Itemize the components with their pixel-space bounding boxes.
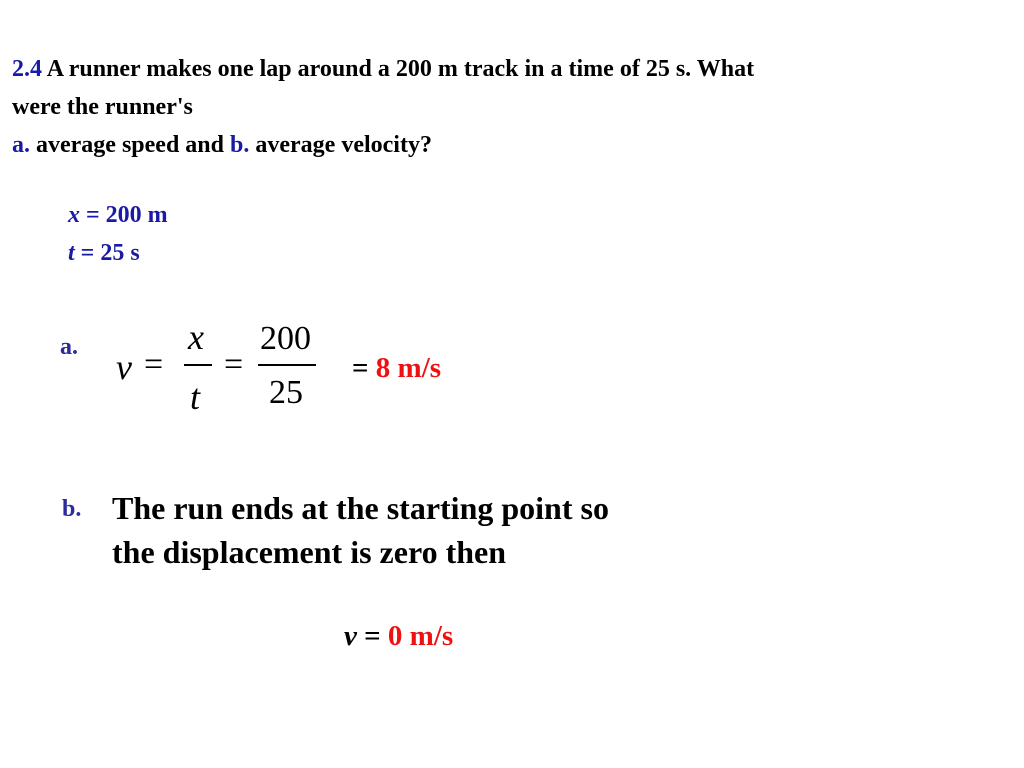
solution-a-result-equals: = [352,352,369,384]
fraction-1-numerator: x [188,317,204,357]
question-line-1 [12,50,1012,88]
fraction-2-numerator: 200 [260,320,311,357]
question-line-2: were the runner's [12,94,193,120]
equation-equals-1: = [144,346,164,383]
solution-b-v-symbol: v [344,620,357,652]
solution-a-equation [110,312,340,422]
given-values [68,196,168,272]
solution-a-label: a. [60,334,78,360]
solution-a-result-value: 8 m/s [375,352,442,384]
equation-v-symbol: v [116,347,132,387]
solution-b-line-2: the displacement is zero then [112,534,507,570]
fraction-1-bar [184,364,212,366]
question-part-a-label: a. [12,132,30,158]
question-text [12,50,1012,164]
solution-b-line-1: The run ends at the starting point so [112,490,609,526]
given-x-symbol: x [68,202,80,228]
given-t [68,234,168,272]
solution-b-result-value: 0 m/s [387,620,454,652]
fraction-1-denominator: t [190,377,201,417]
question-part-b-label: b. [230,132,250,158]
question-part-b-text: average velocity? [255,132,432,158]
solution-b-result-equals: = [364,620,381,652]
given-t-symbol: t [68,240,75,266]
solution-a-result [352,352,441,385]
given-x-value: = 200 m [86,202,168,228]
solution-b-result [344,620,453,653]
fraction-2-denominator: 25 [269,374,303,411]
given-x [68,196,168,234]
question-line-1-text: A runner makes one lap around a 200 m track in a time of 25 s. What [46,56,755,82]
question-number: 2.4 [12,56,42,82]
solution-b-label: b. [62,496,82,522]
question-line-3 [12,126,1012,164]
fraction-2-bar [258,364,316,366]
given-t-value: = 25 s [80,240,140,266]
solution-b-explanation [112,486,609,574]
question-part-a-text: average speed and [36,132,224,158]
equation-equals-2: = [224,346,244,383]
